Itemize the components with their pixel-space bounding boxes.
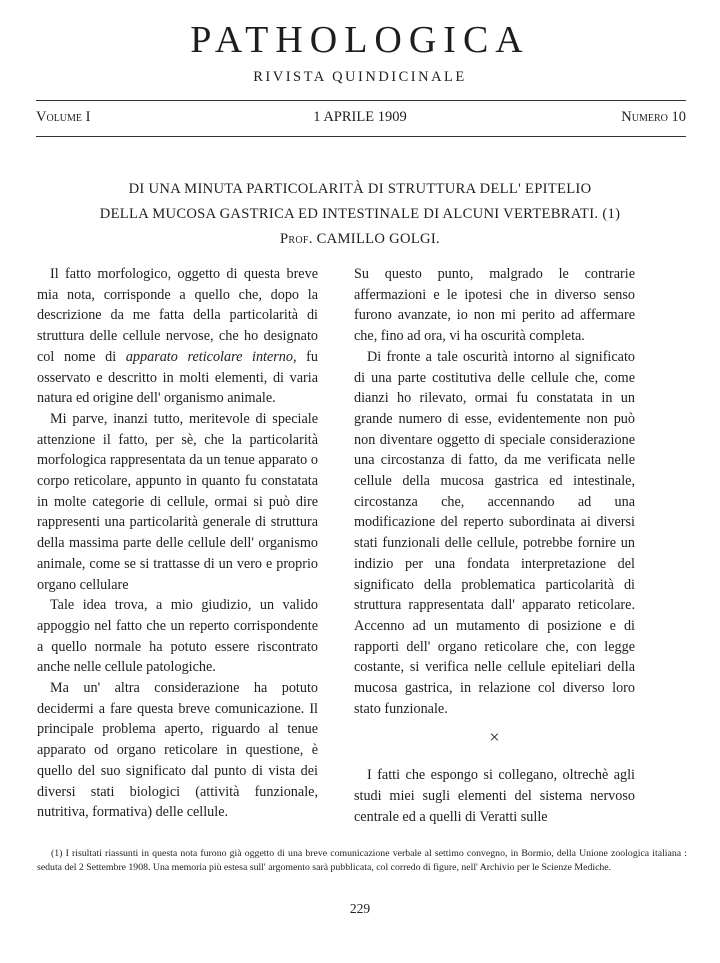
footnote: (1) I risultati riassunti in questa nota furono già oggetto di una breve comunicazione verbale al settimo convegno, in Bormio, della Unione zoologica italiana : seduta del 2 Settembre 1908. Una memoria più estesa sull' argomento sarà pubblicata, col corredo di figure, nell' Archivio per le Scienze Mediche.: [37, 848, 687, 873]
paragraph: I fatti che espongo si collegano, oltrechè agli studi miei sugli elementi del sistema nervoso centrale ed a quelli di Veratti sulle: [354, 767, 635, 825]
section-separator: ×: [489, 727, 500, 748]
paragraph: Su questo punto, malgrado le contrarie affermazioni e le ipotesi che in diverso senso furono avanzate, io non mi perito ad affermare che, fino ad ora, vi ha oscurità completa.: [354, 266, 635, 345]
article-author: Prof. CAMILLO GOLGI.: [279, 231, 441, 247]
header-rule-bottom: [36, 136, 686, 137]
left-column: [37, 264, 318, 823]
italic-term: apparato reticolare interno,: [125, 348, 297, 365]
issue-number: Numero 10: [621, 109, 686, 125]
paragraph: Il fatto morfologico, oggetto di questa breve mia nota, corrisponde a quello che, dopo la descrizione da me fatta della particolarità di struttura delle cellule nervose, che ho designato col nome di apparato reticolare interno, fu osservato e descritto in molti elementi, di varia natura ed origine dell' organismo animale.: [37, 266, 319, 407]
journal-subtitle: RIVISTA QUINDICINALE: [253, 69, 467, 85]
issue-date: 1 APRILE 1909: [313, 109, 407, 125]
journal-title: PATHOLOGICA: [190, 19, 530, 61]
volume-label: Volume I: [36, 109, 91, 125]
page-number: 229: [349, 901, 371, 916]
right-column: [354, 264, 635, 828]
paragraph: Mi parve, inanzi tutto, meritevole di speciale attenzione il fatto, per sè, che la particolarità morfologica rappresentata da un tenue apparato o corpo reticolare, appunto in quanto fu constatata in molte categorie di cellule, ormai si può dire rappresenti una particolarità generale di struttura della massima parte delle cellule dell' organismo animale, come se si trattasse di un vero e proprio organo cellulare: [37, 410, 318, 593]
paragraph: Tale idea trova, a mio giudizio, un valido appoggio nel fatto che un reperto corrispondente a quello normale ha potuto essere riscontrato anche nelle cellule patologiche.: [37, 597, 318, 676]
article-title-line-1: DI UNA MINUTA PARTICOLARITÀ DI STRUTTURA DELL' EPITELIO: [128, 181, 592, 197]
article-heading: [0, 177, 720, 252]
header-rule-top: [36, 100, 686, 101]
paragraph: Ma un' altra considerazione ha potuto decidermi a fare questa breve comunicazione. Il principale problema aperto, riguardo al tenue apparato od organo reticolare in questione, è quello del suo significato dal punto di vista dei diversi stati biologici (attività funzionale, nutritiva, formativa) delle cellule.: [37, 680, 318, 821]
paragraph: Di fronte a tale oscurità intorno al significato di una parte costitutiva delle cellule che, come dianzi ho rilevato, ormai fu constatata in un grande numero di esse, evidentemente non può non diventare oggetto di speciale considerazione una circostanza di fatto, da me verificata nelle cellule della mucosa gastrica ed intestinale, circostanza che, accennando ad una modificazione del reperto subordinata ai diversi stati funzionali delle cellule, potrebbe fornire un indizio per una fondata interpretazione del significato della problematica particolarità di struttura rappresentata dall' apparato reticolare. Accenno ad un mutamento di posizione e di rapporti dell' organo reticolare che, con legge costante, si verifica nelle cellule epiteliari della mucosa gastrica, in relazione col diverso loro stato funzionale.: [354, 348, 635, 717]
article-title-line-2: DELLA MUCOSA GASTRICA ED INTESTINALE DI ALCUNI VERTEBRATI. (1): [99, 206, 621, 222]
